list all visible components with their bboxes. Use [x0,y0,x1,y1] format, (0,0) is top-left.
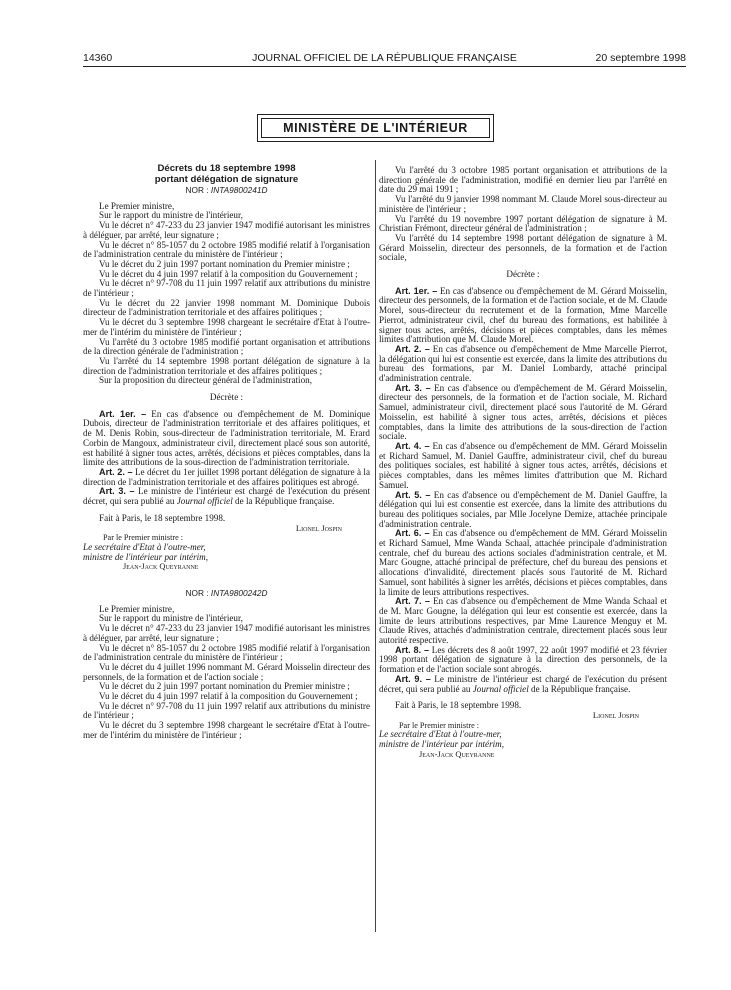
visa-line: Vu le décret n° 85-1057 du 2 octobre 1985 modifié relatif à l'organisation de l'administration centrale du ministère de l'intérieur ; [83,642,370,663]
article-2: Art. 2. – Le décret du 1er juillet 1998 portant délégation de signature à la direction de l'administration territoriale et des affaires politiques est abrogé. [83,466,371,487]
visa-line: Vu le décret n° 47-233 du 23 janvier 1947 modifié autorisant les ministres à déléguer, par arrêté, leur signature ; [83,220,370,240]
visa-line: Vu le décret du 22 janvier 1998 nommant M. Dominique Dubois directeur de l'administration territoriale et des affaires politiques ; [83,297,370,318]
visa-line: Vu l'arrêté du 14 septembre 1998 portant délégation de signature à M. Gérard Moisselin, directeur des personnels, de la formation et de l'action sociale, [379,232,667,263]
visa-line: Vu le décret du 3 septembre 1998 chargeant le secrétaire d'Etat à l'outre-mer de l'intérim du ministère de l'intérieur ; [83,720,370,740]
visa-line: Vu l'arrêté du 3 octobre 1985 portant organisation et attributions de la direction générale de l'administration, modifié en dernier lieu par l'arrêté en date du 29 mai 1991 ; [379,165,667,195]
visa-line: Vu l'arrêté du 3 octobre 1985 modifié portant organisation et attributions de la direction générale de l'administration ; [83,336,370,357]
secretary-name: Jean-Jack Queyranne [123,562,199,572]
visa-line: Vu le décret du 4 juin 1997 relatif à la composition du Gouvernement ; [99,691,358,702]
visa-line: Vu le décret du 2 juin 1997 portant nomination du Premier ministre ; [99,681,350,692]
header-rule [83,66,686,67]
by-prime-minister: Par le Premier ministre : [103,533,184,543]
nor-reference-2: NOR : INTA9800242D [185,588,268,599]
article-2: Art. 2. – En cas d'absence ou d'empêchement de Mme Marcelle Pierrot, la délégation qui lui est consentie est exercée, dans la limite des attributions du bureau des formations, par M. Daniel Lombardy, attaché principal d'administration centrale. [379,343,667,384]
secretary-title-1: Le secrétaire d'Etat à l'outre-mer, [379,729,502,740]
ministry-banner [257,114,494,142]
issue-date: 20 septembre 1998 [595,52,686,64]
visa-line: Vu le décret n° 85-1057 du 2 octobre 1985 modifié relatif à l'organisation de l'administration centrale du ministère de l'intérieur ; [83,239,370,260]
article-1: Art. 1er. – En cas d'absence ou d'empêchement de M. Dominique Dubois, directeur de l'administration territoriale et des affaires politiques, et de M. Denis Robin, sous-directeur de l'administration territoriale, M. Erard Corbin de Mangoux, administrateur civil, directement placé sous son autorité, est habilité à signer tous actes, arrêtés, décisions et pièces comptables, dans la limite des attributions de la sous-direction de l'administration territoriale. [83,408,371,468]
article-4: Art. 4. – En cas d'absence ou d'empêchement de MM. Gérard Moisselin et Richard Samuel, M. Daniel Gauffre, administrateur civil, chef du bureau des politiques sociales, est habilité à signer tous actes, arrêtés, décisions et pièces comptables, dans les mêmes limites d'attribution que M. Richard Samuel. [379,440,668,490]
decree-subtitle: portant délégation de signature [154,173,299,185]
visa-line: Sur le rapport du ministre de l'intérieur, [99,613,243,624]
secretary-title-1: Le secrétaire d'Etat à l'outre-mer, [83,541,206,552]
visa-line: Vu le décret du 4 juillet 1996 nommant M. Gérard Moisselin directeur des personnels, de la formation et de l'action sociale ; [83,661,370,682]
visa-line: Vu l'arrêté du 14 septembre 1998 portant délégation de signature à la direction de l'administration territoriale et des affaires politiques ; [83,355,370,376]
visa-line: Vu l'arrêté du 19 novembre 1997 portant délégation de signature à M. Christian Frémont, directeur général de l'administration ; [379,213,667,234]
page-header [83,52,686,66]
article-5: Art. 5. – En cas d'absence ou d'empêchement de M. Daniel Gauffre, la délégation qui lui est consentie est exercée, dans la limite des attributions du bureau des politiques sociales, par Mlle Jocelyne Demize, attachée principale d'administration centrale. [379,489,667,529]
signer-name: Lionel Jospin [295,522,342,533]
article-8: Art. 8. – Les décrets des 8 août 1997, 22 août 1997 modifié et 23 février 1998 portant délégation de signature à la direction des personnels, de la formation et de l'action sociale sont abrogés. [379,644,667,675]
article-1: Art. 1er. – En cas d'absence ou d'empêchement de M. Gérard Moisselin, directeur des personnels, de la formation et de l'action sociale, et de M. Claude Morel, sous-directeur du recrutement et de la formation, Mme Marcelle Pierrot, administrateur civil, chef du bureau des formations, est habilitée à signer tous actes, arrêtés, décisions et pièces comptables, dans les mêmes limites d'attribution que M. Claude Morel. [379,285,668,345]
article-9: Art. 9. – Le ministre de l'intérieur est chargé de l'exécution du présent décret, qui sera publié au Journal officiel de la République française. [379,673,668,694]
visa-line: Sur le rapport du ministre de l'intérieur, [99,210,243,221]
visa-line: Vu le décret du 4 juin 1997 relatif à la composition du Gouvernement ; [99,268,358,279]
ministry-title: MINISTÈRE DE L'INTÉRIEUR [261,118,490,138]
visa-line: Vu l'arrêté du 9 janvier 1998 nommant M. Claude Morel sous-directeur au ministère de l'intérieur ; [379,194,667,214]
by-prime-minister: Par le Premier ministre : [399,720,480,730]
signer-name: Lionel Jospin [592,709,639,720]
article-7: Art. 7. – En cas d'absence ou d'empêchement de Mme Wanda Schaal et de M. Marc Gougne, la délégation qui leur est consentie est exercée, dans la limite de leurs attributions respectives, par Mme Laurence Menguy et M. Claude Rives, attachés d'administration centrale, directement placés sous leur autorité respective. [379,596,668,646]
done-at: Fait à Paris, le 18 septembre 1998. [99,512,226,523]
visa-line: Le Premier ministre, [99,603,175,614]
decrete-heading: Décrète : [506,269,540,280]
article-3: Art. 3. – Le ministre de l'intérieur est chargé de l'exécution du présent décret, qui sera publié au Journal officiel de la République française. [83,486,371,507]
visa-line: Vu le décret n° 47-233 du 23 janvier 1947 modifié autorisant les ministres à déléguer, par arrêté, leur signature ; [83,623,370,643]
done-at: Fait à Paris, le 18 septembre 1998. [395,700,522,711]
secretary-name: Jean-Jack Queyranne [419,749,495,759]
article-3: Art. 3. – En cas d'absence ou d'empêchement de M. Gérard Moisselin, directeur des personnels, de la formation et de l'action sociale, M. Richard Samuel, administrateur civil, directement placé sous l'autorité de M. Gérard Moisselin, est habilité à signer tous actes, arrêtés, décisions et pièces comptables, dans la limite des attributions de la sous-direction de l'action sociale. [379,382,668,442]
left-column [83,164,370,741]
right-column [379,166,667,759]
visa-line: Sur la proposition du directeur général de l'administration, [99,375,312,386]
decree-title: Décrets du 18 septembre 1998 [157,163,296,174]
decrete-heading: Décrète : [209,392,244,403]
visa-line: Vu le décret du 2 juin 1997 portant nomination du Premier ministre ; [99,258,350,269]
visa-line: Le Premier ministre, [99,200,175,211]
secretary-title-2: ministre de l'intérieur par intérim, [379,739,505,750]
secretary-title-2: ministre de l'intérieur par intérim, [83,551,209,562]
nor-reference-1: NOR : INTA9800241D [185,185,268,195]
journal-title: JOURNAL OFFICIEL DE LA RÉPUBLIQUE FRANÇAISE [252,52,517,64]
visa-line: Vu le décret du 3 septembre 1998 chargeant le secrétaire d'Etat à l'outre-mer de l'intérim du ministère de l'intérieur ; [83,317,370,337]
page-number: 14360 [83,52,113,64]
column-divider [375,160,376,932]
visa-line: Vu le décret n° 97-708 du 11 juin 1997 relatif aux attributions du ministre de l'intérieur ; [83,700,370,721]
article-6: Art. 6. – En cas d'absence ou d'empêchement de MM. Gérard Moisselin et Richard Samuel, Mme Wanda Schaal, attachée principale d'administration centrale, chef du bureau des actions sociales d'administration centrale, et M. Marc Gougne, attaché principal de préfecture, chef du bureau des pensions et allocations d'invalidité, directement placés sous l'autorité de M. Richard Samuel, sont habilités à signer les arrêtés, décisions et pièces comptables, dans la limite de leurs attributions respectives. [379,528,668,597]
visa-line: Vu le décret n° 97-708 du 11 juin 1997 relatif aux attributions du ministre de l'intérieur ; [83,278,370,299]
